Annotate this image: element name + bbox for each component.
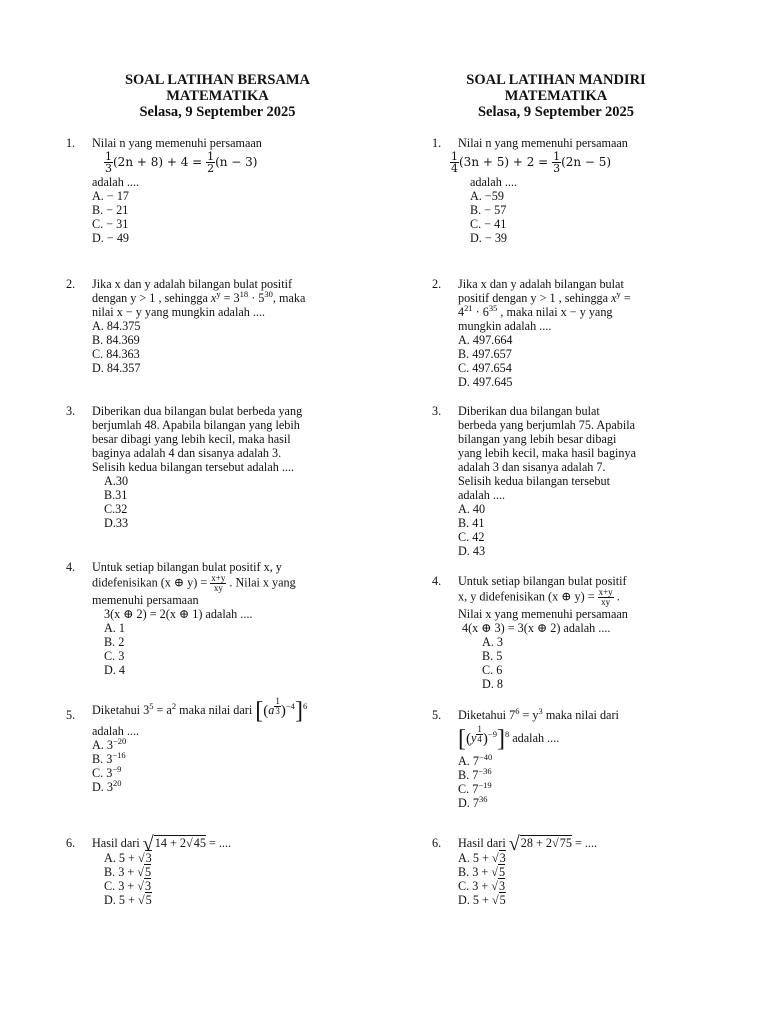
option-c: C. 3 + √3 <box>104 879 152 893</box>
right-header-subject: MATEMATIKA <box>504 88 608 104</box>
fraction: $\frac{x+y}{xy}$ <box>211 573 226 593</box>
option-b: B. − 21 <box>92 203 129 217</box>
question-number: 2. <box>66 277 76 291</box>
option-a: A.30 <box>104 474 129 488</box>
right-column <box>432 72 680 907</box>
question-number: 6. <box>66 836 76 850</box>
question-number: 2. <box>432 277 442 291</box>
option-c: C. 3 + √3 <box>458 879 506 893</box>
right-question-2 <box>432 277 680 389</box>
options <box>92 621 369 677</box>
option-d: D. 497.645 <box>458 375 513 389</box>
left-header-date: Selasa, 9 September 2025 <box>139 104 296 120</box>
question-suffix: adalah .... <box>92 724 140 738</box>
option-d: D. 8 <box>482 677 503 691</box>
question-line: berjumlah 48. Apabila bilangan yang lebih <box>92 418 300 432</box>
option-b: B. $3^{-16}$ <box>92 749 126 766</box>
right-question-1 <box>432 136 680 245</box>
equation: 4(x ⊕ 3) = 3(x ⊕ 2) adalah .... <box>462 621 611 635</box>
question-line: nilai x − y yang mungkin adalah .... <box>92 305 266 319</box>
question-line: Hasil dari √14 + 2√45 = .... <box>92 833 232 855</box>
question-line: didefenisikan (x ⊕ y) = $\frac{x+y}{xy}$ . Nilai x yang <box>92 573 296 593</box>
fraction: $\frac{1}{3}$ <box>105 150 112 175</box>
option-a: A. $7^{-40}$ <box>458 751 493 768</box>
options <box>92 189 369 245</box>
option-d: D.33 <box>104 516 129 530</box>
question-line: positif dengan y > 1 , sehingga $x^y$ = <box>458 288 631 305</box>
equation: $\frac{1}{4}$ (3n + 5) + 2 = $\frac{1}{3}$ (2n − 5) <box>451 150 612 175</box>
question-line: yang lebih kecil, maka hasil baginya <box>458 446 637 460</box>
question-line: x, y didefenisikan (x ⊕ y) = $\frac{x+y}{xy}$ . <box>458 587 620 607</box>
option-a: A. 40 <box>458 502 486 516</box>
fraction: $\frac{1}{4}$ <box>451 150 458 175</box>
question-line: Selisih kedua bilangan tersebut <box>458 474 610 488</box>
options <box>92 319 369 375</box>
option-a: A. 497.664 <box>458 333 513 347</box>
option-a: A. $3^{-20}$ <box>92 735 127 752</box>
question-number: 3. <box>432 404 442 418</box>
options <box>92 474 369 530</box>
question-line: Diberikan dua bilangan bulat <box>458 404 600 418</box>
right-header-date: Selasa, 9 September 2025 <box>477 104 634 120</box>
option-d: D. − 39 <box>470 231 508 245</box>
options <box>458 851 680 907</box>
options <box>92 735 369 794</box>
left-question-4 <box>66 560 369 677</box>
question-text: Nilai n yang memenuhi persamaan <box>92 136 262 150</box>
question-number: 6. <box>432 836 442 850</box>
question-number: 5. <box>432 708 442 722</box>
left-question-1 <box>66 136 369 245</box>
question-number: 5. <box>66 708 76 722</box>
option-b: B. 497.657 <box>458 347 512 361</box>
option-c: C. $3^{-9}$ <box>92 763 122 780</box>
option-c: C. 84.363 <box>92 347 140 361</box>
option-b: B.31 <box>104 488 128 502</box>
option-c: C. 497.654 <box>458 361 512 375</box>
question-line: Nilai x yang memenuhi persamaan <box>458 607 628 621</box>
question-suffix: adalah .... <box>92 175 140 189</box>
right-header-title: SOAL LATIHAN MANDIRI <box>466 72 646 88</box>
question-number: 1. <box>432 136 442 150</box>
question-line: memenuhi persamaan <box>92 593 199 607</box>
fraction: $\frac{x+y}{xy}$ <box>598 587 613 607</box>
question-number: 1. <box>66 136 76 150</box>
options <box>458 502 680 558</box>
question-number: 3. <box>66 404 76 418</box>
right-question-3 <box>432 404 680 558</box>
option-d: D. $3^{20}$ <box>92 777 122 794</box>
left-question-5 <box>66 696 369 794</box>
fraction: $\frac{1}{2}$ <box>207 150 215 175</box>
option-b: B. 3 + √5 <box>458 865 506 879</box>
question-line: Jika x dan y adalah bilangan bulat positif <box>92 277 293 291</box>
option-c: C.32 <box>104 502 128 516</box>
options <box>458 635 680 691</box>
question-line: bilangan yang lebih besar dibagi <box>458 432 617 446</box>
question-line: Diberikan dua bilangan bulat berbeda yang <box>92 404 303 418</box>
option-b: B. 41 <box>458 516 485 530</box>
option-b: B. − 57 <box>470 203 507 217</box>
option-d: D. 5 + √5 <box>104 893 152 907</box>
option-a: A. 5 + √3 <box>104 851 152 865</box>
right-question-5 <box>432 705 680 810</box>
question-line: Untuk setiap bilangan bulat positif x, y <box>92 560 282 574</box>
option-b: B. 2 <box>104 635 125 649</box>
fraction: $\frac{1}{3}$ <box>553 150 561 175</box>
question-number: 4. <box>66 560 76 574</box>
question-line: Diketahui $3^5 = a^2$ maka nilai dari [(a $^{\frac{1}{3}}$ )$^{-4}$]$^6$ <box>92 696 308 724</box>
question-line: $4^{21} \cdot 6^{35}$ , maka nilai x − y yang <box>458 302 613 319</box>
left-header-title: SOAL LATIHAN BERSAMA <box>124 72 311 88</box>
option-c: C. 42 <box>458 530 485 544</box>
left-column <box>66 72 369 907</box>
question-line: dengan y > 1 , sehingga $x^y = 3^{18} \cdot 5^{30}$, maka <box>92 288 306 305</box>
option-a: A. − 17 <box>92 189 130 203</box>
equation: $\frac{1}{3}$ (2n + 8) + 4 = $\frac{1}{2}$ (n − 3) <box>105 150 258 175</box>
right-header <box>414 72 698 120</box>
right-question-6 <box>432 833 680 907</box>
question-line: Hasil dari √28 + 2√75 = .... <box>458 833 598 855</box>
question-line: besar dibagi yang lebih kecil, maka hasil <box>92 432 291 446</box>
question-line: Diketahui $7^6 = y^3$ maka nilai dari <box>458 705 619 722</box>
option-c: C. 6 <box>482 663 503 677</box>
options <box>458 189 680 245</box>
option-d: D. $7^{36}$ <box>458 793 488 810</box>
option-a: A. 84.375 <box>92 319 141 333</box>
option-c: C. − 41 <box>470 217 507 231</box>
option-d: D. 43 <box>458 544 486 558</box>
question-line: Selisih kedua bilangan tersebut adalah .... <box>92 460 295 474</box>
question-number: 4. <box>432 574 442 588</box>
left-header-subject: MATEMATIKA <box>166 88 269 104</box>
question-text: Nilai n yang memenuhi persamaan <box>458 136 628 150</box>
option-a: A. 1 <box>104 621 125 635</box>
option-b: B. 3 + √5 <box>104 865 152 879</box>
option-c: C. 3 <box>104 649 125 663</box>
left-question-6 <box>66 833 369 907</box>
expression-line: [(y $^{\frac{1}{4}}$ )$^{-9}$]$^8$ adalah .... <box>458 724 560 752</box>
question-line: berbeda yang berjumlah 75. Apabila <box>458 418 635 432</box>
question-suffix: adalah .... <box>470 175 518 189</box>
options <box>458 751 680 810</box>
question-line: baginya adalah 4 dan sisanya adalah 3. <box>92 446 282 460</box>
left-question-3 <box>66 404 369 530</box>
option-a: A. 3 <box>482 635 503 649</box>
option-c: C. − 31 <box>92 217 129 231</box>
option-a: A. 5 + √3 <box>458 851 506 865</box>
left-question-2 <box>66 277 369 375</box>
option-d: D. 4 <box>104 663 125 677</box>
options <box>92 851 369 907</box>
question-line: adalah 3 dan sisanya adalah 7. <box>458 460 606 474</box>
option-d: D. − 49 <box>92 231 130 245</box>
left-header <box>44 72 391 120</box>
option-c: C. $7^{-19}$ <box>458 779 492 796</box>
option-d: D. 84.357 <box>92 361 141 375</box>
option-d: D. 5 + √5 <box>458 893 506 907</box>
option-a: A. −59 <box>470 189 504 203</box>
question-line: Untuk setiap bilangan bulat positif <box>458 574 627 588</box>
option-b: B. 5 <box>482 649 503 663</box>
option-b: B. 84.369 <box>92 333 140 347</box>
question-line: mungkin adalah .... <box>458 319 552 333</box>
option-b: B. $7^{-36}$ <box>458 765 492 782</box>
equation: 3(x ⊕ 2) = 2(x ⊕ 1) adalah .... <box>104 607 253 621</box>
question-line: Jika x dan y adalah bilangan bulat <box>458 277 624 291</box>
question-line: adalah .... <box>458 488 506 502</box>
right-question-4 <box>432 574 680 691</box>
options <box>458 333 680 389</box>
